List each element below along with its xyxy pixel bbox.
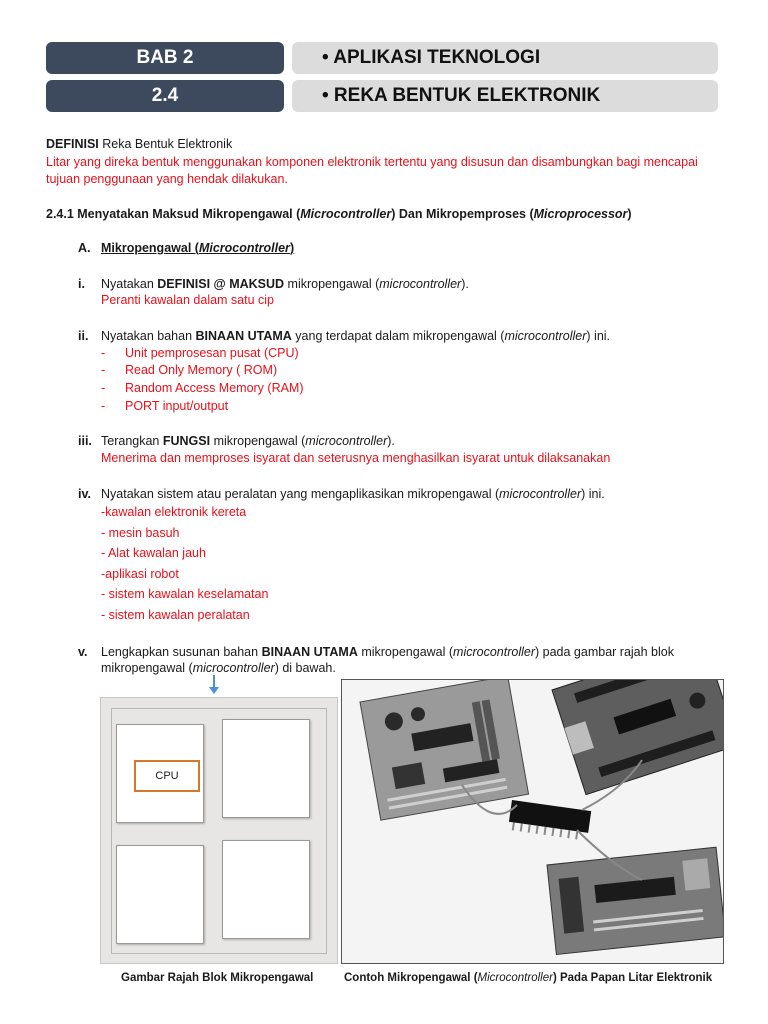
microcontroller-board-photo bbox=[341, 679, 724, 964]
definition-label-bold: DEFINISI bbox=[46, 137, 99, 151]
q5-bold: BINAAN UTAMA bbox=[261, 645, 358, 659]
q2-answer: PORT input/output bbox=[125, 399, 229, 413]
subsection-heading bbox=[46, 206, 632, 223]
photo-caption-italic: Microcontroller bbox=[477, 972, 553, 984]
q2-answer: Read Only Memory ( ROM) bbox=[125, 363, 278, 377]
q3-italic: microcontroller bbox=[305, 434, 388, 448]
q1-number: i. bbox=[78, 277, 85, 291]
sub-a-close: ) bbox=[289, 241, 295, 255]
q1-italic: microcontroller bbox=[379, 277, 462, 291]
q3-pre: Terangkan bbox=[101, 434, 163, 448]
block-diagram-box bbox=[222, 719, 310, 818]
q1-pre: Nyatakan bbox=[101, 277, 158, 291]
q1-bold: DEFINISI @ MAKSUD bbox=[157, 277, 285, 291]
q3-mid: mikropengawal ( bbox=[210, 434, 306, 448]
q4-answer: -kawalan elektronik kereta bbox=[101, 505, 247, 519]
q2-number: ii. bbox=[78, 329, 89, 343]
q1-post: ). bbox=[461, 277, 469, 291]
q4-question bbox=[101, 486, 605, 503]
q4-pre: Nyatakan sistem atau peralatan yang mengaplikasikan mikropengawal ( bbox=[101, 487, 500, 501]
q1-mid: mikropengawal ( bbox=[284, 277, 380, 291]
arrow-down-icon bbox=[208, 675, 220, 695]
block-diagram bbox=[100, 697, 338, 964]
q4-post: ) ini. bbox=[581, 487, 605, 501]
q5-post: ) pada gambar rajah blok bbox=[535, 645, 674, 659]
q5-number: v. bbox=[78, 645, 88, 659]
sub-a-italic: Microcontroller bbox=[198, 241, 290, 255]
q4-answer: - sistem kawalan keselamatan bbox=[101, 587, 269, 601]
q5-line2-pre: mikropengawal ( bbox=[101, 661, 193, 675]
subsection-heading-part: ) Dan Mikropemproses ( bbox=[391, 207, 534, 221]
section-header bbox=[46, 80, 718, 112]
q2-mid: yang terdapat dalam mikropengawal ( bbox=[291, 329, 505, 343]
q2-answer-dash: - bbox=[101, 363, 106, 377]
photo-caption bbox=[344, 971, 712, 986]
subsection-heading-italic: Microprocessor bbox=[533, 207, 628, 221]
q1-answer: Peranti kawalan dalam satu cip bbox=[101, 293, 275, 307]
block-diagram-box bbox=[222, 840, 310, 939]
photo-caption-pre: Contoh Mikropengawal ( bbox=[344, 972, 478, 984]
q2-answer-dash: - bbox=[101, 346, 106, 360]
definition-text-line1: Litar yang direka bentuk menggunakan komponen elektronik tertentu yang disusun dan disambungkan bagi mencapai bbox=[46, 155, 698, 169]
q4-answer: - sistem kawalan peralatan bbox=[101, 608, 250, 622]
q3-bold: FUNGSI bbox=[162, 434, 211, 448]
diagram-caption: Gambar Rajah Blok Mikropengawal bbox=[121, 972, 314, 984]
q2-answer: Random Access Memory (RAM) bbox=[125, 381, 304, 395]
q4-answer: -aplikasi robot bbox=[101, 567, 179, 581]
q5-line2-italic: microcontroller bbox=[192, 661, 275, 675]
chapter-title: • APLIKASI TEKNOLOGI bbox=[292, 42, 718, 74]
q2-bold: BINAAN UTAMA bbox=[195, 329, 292, 343]
chapter-header bbox=[46, 42, 718, 74]
section-title: • REKA BENTUK ELEKTRONIK bbox=[292, 80, 718, 112]
q4-number: iv. bbox=[78, 487, 91, 501]
q3-number: iii. bbox=[78, 434, 92, 448]
q5-pre: Lengkapkan susunan bahan bbox=[101, 645, 262, 659]
definition-label-rest: Reka Bentuk Elektronik bbox=[98, 137, 233, 151]
photo-caption-post: ) Pada Papan Litar Elektronik bbox=[552, 972, 713, 984]
q3-question bbox=[101, 433, 395, 450]
q5-question bbox=[101, 644, 674, 661]
q2-italic: microcontroller bbox=[504, 329, 587, 343]
sub-a-heading bbox=[101, 240, 294, 257]
block-diagram-box bbox=[116, 845, 204, 944]
section-number: 2.4 bbox=[46, 80, 284, 112]
q2-post: ) ini. bbox=[586, 329, 611, 343]
q4-answer: - Alat kawalan jauh bbox=[101, 546, 206, 560]
q1-question bbox=[101, 276, 469, 293]
definition-text-line2: tujuan penggunaan yang hendak dilakukan. bbox=[46, 172, 288, 186]
q3-answer: Menerima dan memproses isyarat dan seterusnya menghasilkan isyarat untuk dilaksanakan bbox=[101, 451, 611, 465]
subsection-heading-italic: Microcontroller bbox=[300, 207, 392, 221]
cpu-label-box: CPU bbox=[134, 760, 200, 792]
q2-question bbox=[101, 328, 610, 345]
q2-pre: Nyatakan bahan bbox=[101, 329, 196, 343]
q5-mid: mikropengawal ( bbox=[357, 645, 454, 659]
q2-answer: Unit pemprosesan pusat (CPU) bbox=[125, 346, 299, 360]
q5-italic: microcontroller bbox=[453, 645, 536, 659]
subsection-heading-part: ) bbox=[627, 207, 632, 221]
q2-answer-dash: - bbox=[101, 399, 106, 413]
sub-a-text: Mikropengawal ( bbox=[101, 241, 199, 255]
chapter-number: BAB 2 bbox=[46, 42, 284, 74]
circuit-board-illustration bbox=[342, 680, 723, 963]
q4-answer: - mesin basuh bbox=[101, 526, 180, 540]
sub-a-number: A. bbox=[78, 241, 91, 255]
q5-line2-post: ) di bawah. bbox=[274, 661, 336, 675]
definition-label bbox=[46, 136, 232, 153]
q2-answer-dash: - bbox=[101, 381, 106, 395]
q4-italic: microcontroller bbox=[499, 487, 582, 501]
q3-post: ). bbox=[387, 434, 395, 448]
subsection-heading-part: 2.4.1 Menyatakan Maksud Mikropengawal ( bbox=[46, 207, 301, 221]
